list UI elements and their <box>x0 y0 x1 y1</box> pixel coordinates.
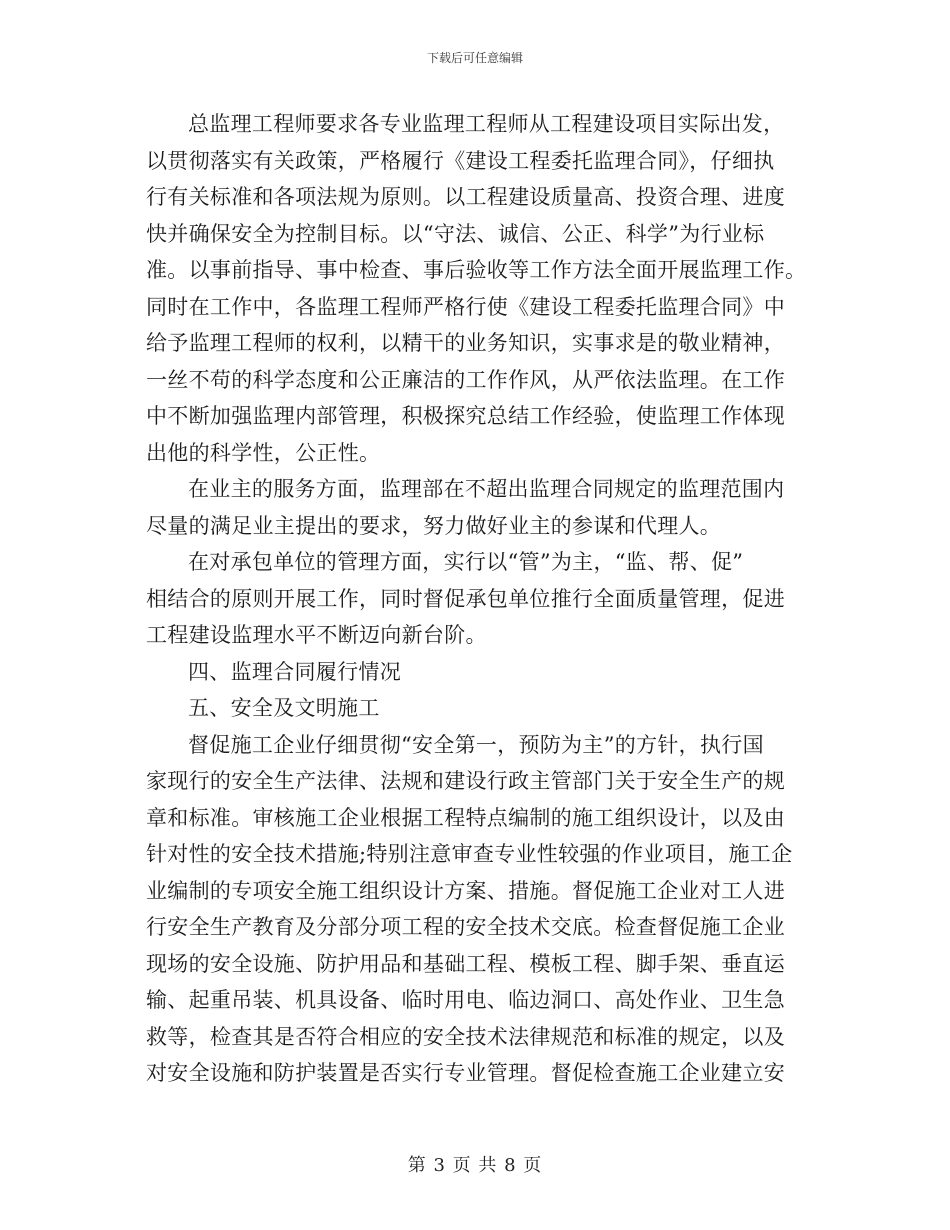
text-line: 现场的安全设施、防护用品和基础工程、模板工程、脚手架、垂直运 <box>146 951 785 976</box>
document-body <box>146 106 806 1092</box>
text-line: 针对性的安全技术措施;特别注意审查专业性较强的作业项目，施工企 <box>146 842 793 866</box>
text-line: 家现行的安全生产法律、法规和建设行政主管部门关于安全生产的规 <box>146 769 785 793</box>
text-line: 章和标准。审核施工企业根据工程特点编制的施工组织设计，以及由 <box>146 805 785 830</box>
text-line: 同时在工作中，各监理工程师严格行使《建设工程委托监理合同》中 <box>146 294 785 319</box>
text-line: 在业主的服务方面，监理部在不超出监理合同规定的监理范围内 <box>188 477 785 501</box>
text-line: 准。以事前指导、事中检查、事后验收等工作方法全面开展监理工作。 <box>146 258 807 282</box>
text-line: 尽量的满足业主提出的要求，努力做好业主的参谋和代理人。 <box>146 513 722 538</box>
text-line: 相结合的原则开展工作，同时督促承包单位推行全面质量管理，促进 <box>146 586 785 611</box>
text-line: 行安全生产教育及分部分项工程的安全技术交底。检查督促施工企业 <box>146 915 785 939</box>
text-line: 督促施工企业仔细贯彻“安全第一，预防为主”的方针，执行国 <box>188 732 764 757</box>
text-line: 对安全设施和防护装置是否实行专业管理。督促检查施工企业建立安 <box>146 1061 785 1085</box>
section-heading: 四、监理合同履行情况 <box>188 659 401 684</box>
page-header: 下载后可任意编辑 <box>426 51 523 65</box>
text-line: 行有关标准和各项法规为原则。以工程建设质量高、投资合理、进度 <box>146 185 785 209</box>
text-line: 一丝不苟的科学态度和公正廉洁的工作作风，从严依法监理。在工作 <box>146 367 785 392</box>
text-line: 输、起重吊装、机具设备、临时用电、临边洞口、高处作业、卫生急 <box>146 988 785 1012</box>
text-line: 给予监理工程师的权利，以精干的业务知识，实事求是的敬业精神， <box>146 331 785 355</box>
text-line: 中不断加强监理内部管理，积极探究总结工作经验，使监理工作体现 <box>146 404 785 428</box>
text-line: 在对承包单位的管理方面，实行以“管”为主，“监、帮、促” <box>188 550 744 574</box>
text-line: 以贯彻落实有关政策，严格履行《建设工程委托监理合同》，仔细执 <box>146 148 775 173</box>
text-line: 快并确保安全为控制目标。以“守法、诚信、公正、科学”为行业标 <box>146 221 765 246</box>
text-line: 救等，检查其是否符合相应的安全技术法律规范和标准的规定，以及 <box>146 1024 785 1049</box>
text-line: 工程建设监理水平不断迈向新台阶。 <box>146 623 487 647</box>
section-heading: 五、安全及文明施工 <box>188 696 380 720</box>
text-line: 总监理工程师要求各专业监理工程师从工程建设项目实际出发， <box>188 112 785 136</box>
page-number: 第 3 页 共 8 页 <box>407 1155 543 1176</box>
text-line: 业编制的专项安全施工组织设计方案、措施。督促施工企业对工人进 <box>146 878 785 903</box>
text-line: 出他的科学性，公正性。 <box>146 440 381 465</box>
